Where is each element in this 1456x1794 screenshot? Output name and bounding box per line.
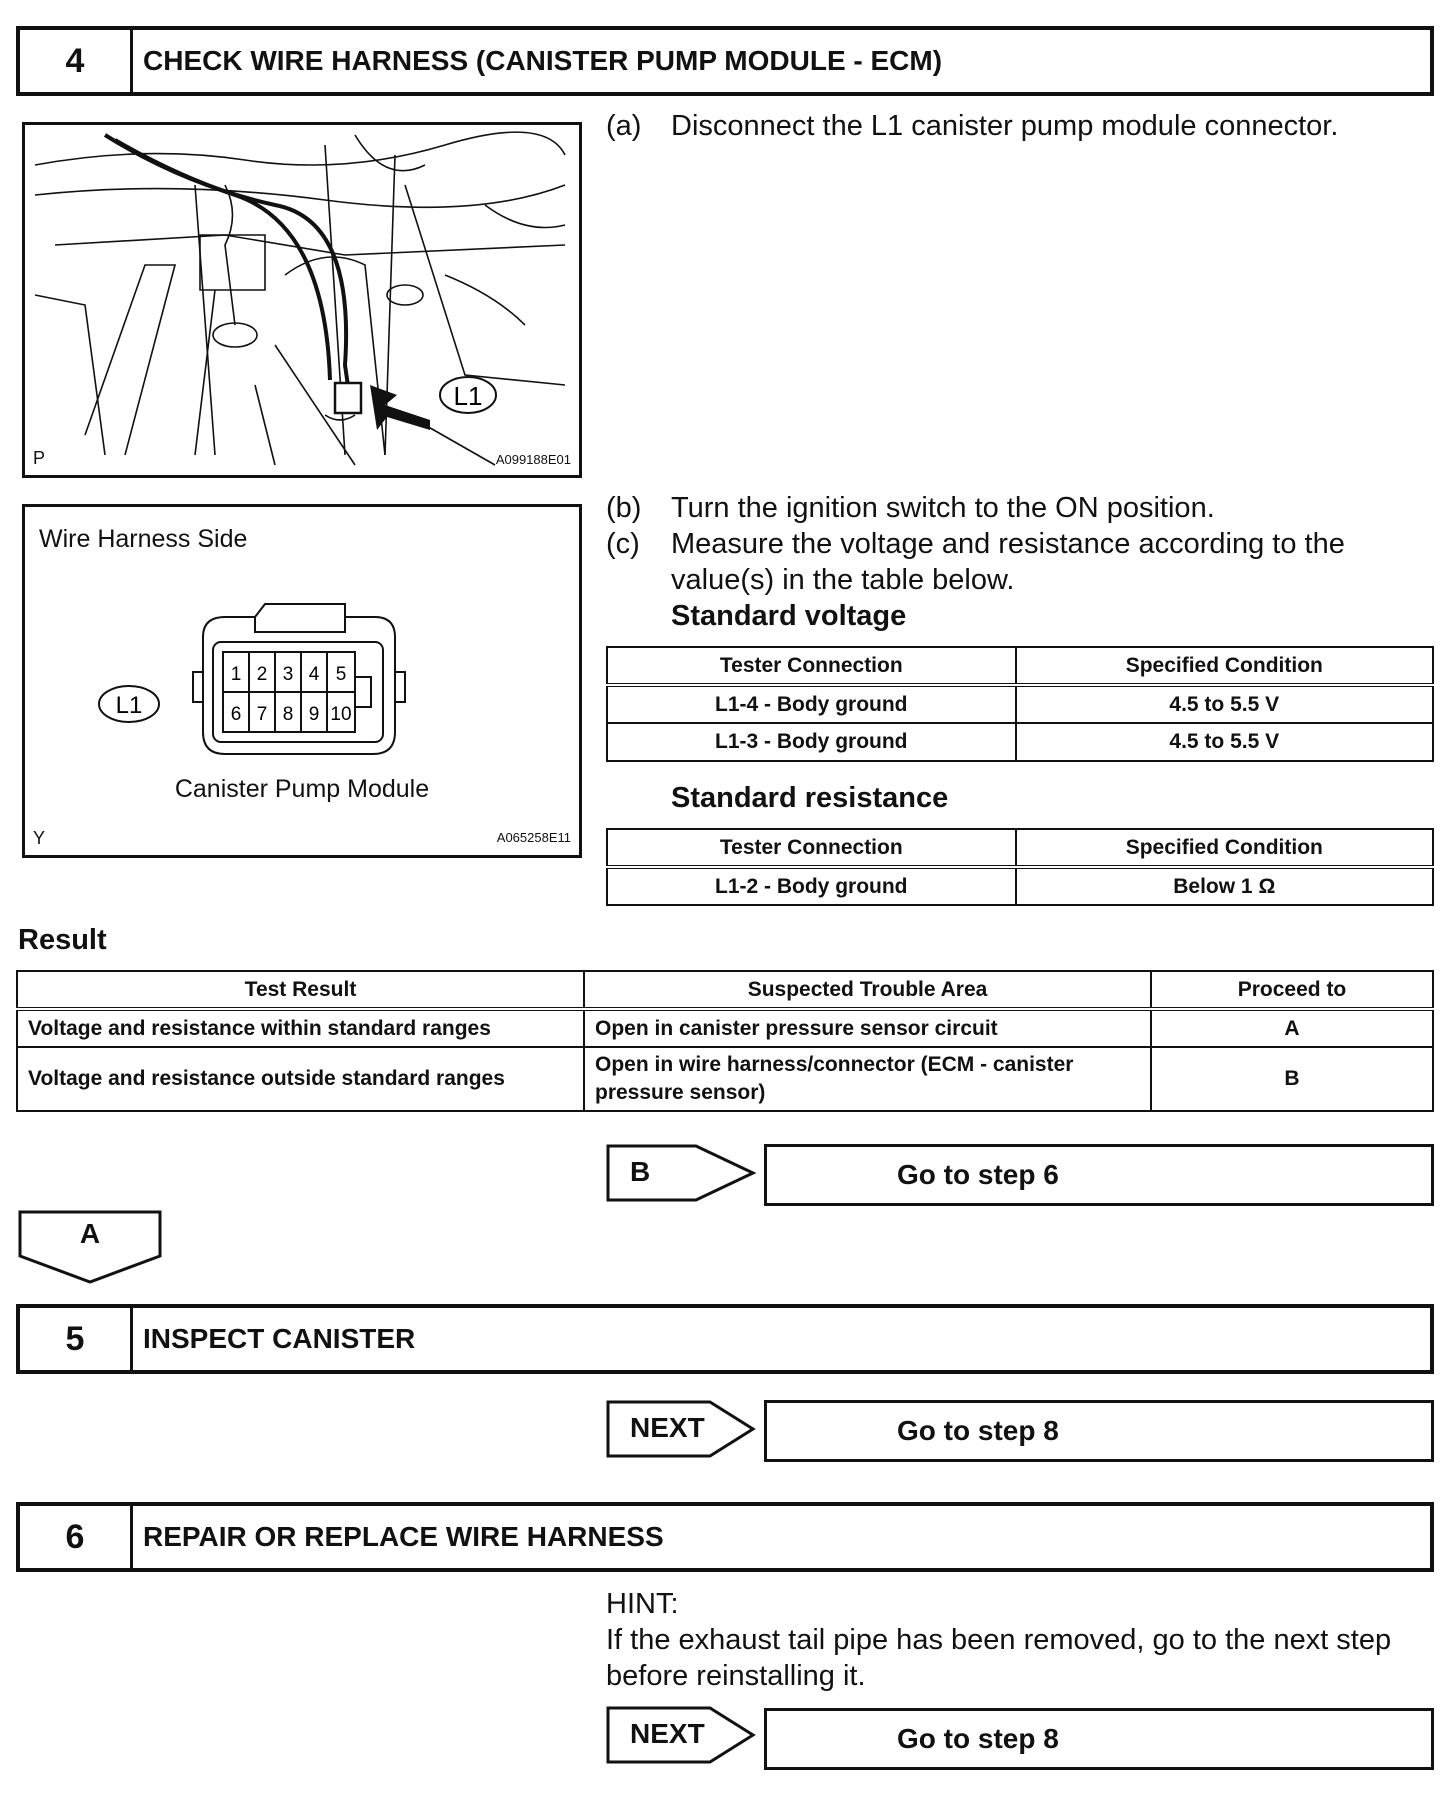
hint-label: HINT: (606, 1588, 679, 1620)
branch-b-tag[interactable] (606, 1144, 756, 1202)
go-to-step-6-label: Go to step 6 (897, 1159, 1059, 1190)
pin-5: 5 (335, 664, 347, 685)
pin-4: 4 (308, 664, 320, 685)
step-a-text: Disconnect the L1 canister pump module connector. (671, 110, 1339, 142)
step-number: 4 (20, 30, 133, 92)
hint-text: If the exhaust tail pipe has been removed, go to the next step (606, 1624, 1392, 1656)
hint-text-cont: before reinstalling it. (606, 1660, 866, 1692)
connector-location-illustration (22, 122, 582, 478)
standard-voltage-heading: Standard voltage (671, 600, 907, 632)
step-title: REPAIR OR REPLACE WIRE HARNESS (143, 1521, 664, 1552)
step-c-text: Measure the voltage and resistance according to the (671, 528, 1345, 560)
step-a-letter: (a) (606, 110, 642, 142)
table-cell: Below 1 Ω (1016, 867, 1433, 905)
table-cell: Voltage and resistance outside standard ranges (17, 1047, 584, 1111)
table-header: Specified Condition (1016, 647, 1433, 685)
figure-corner-mark: P (33, 448, 46, 468)
step-c-text-cont: value(s) in the table below. (671, 564, 1015, 596)
step-6-header (16, 1502, 1434, 1572)
branch-b-label: B (630, 1156, 651, 1187)
wire-harness-side-label: Wire Harness Side (39, 525, 248, 553)
arrow-icon (370, 385, 430, 430)
table-cell: 4.5 to 5.5 V (1016, 685, 1433, 723)
table-cell: L1-2 - Body ground (607, 867, 1016, 905)
table-cell: 4.5 to 5.5 V (1016, 723, 1433, 761)
result-table (16, 970, 1434, 1112)
figure-corner-mark: Y (33, 828, 46, 848)
step-5-header (16, 1304, 1434, 1374)
branch-arrow-shape (606, 1144, 756, 1202)
connector-outline (95, 592, 435, 772)
step-b-letter: (b) (606, 492, 642, 524)
result-heading: Result (18, 924, 107, 956)
l1-callout: L1 (453, 381, 483, 411)
table-header: Proceed to (1151, 971, 1433, 1009)
pin-3: 3 (282, 664, 294, 685)
step-b-text: Turn the ignition switch to the ON position. (671, 492, 1215, 524)
table-cell: Open in wire harness/connector (ECM - canister pressure sensor) (584, 1047, 1151, 1111)
table-row (17, 1047, 1433, 1111)
pin-8: 8 (282, 704, 294, 725)
go-to-step-8-label: Go to step 8 (897, 1723, 1059, 1754)
table-cell: Open in canister pressure sensor circuit (584, 1009, 1151, 1047)
step-title: CHECK WIRE HARNESS (CANISTER PUMP MODULE - ECM) (143, 45, 943, 76)
pin-7: 7 (256, 704, 268, 725)
step-title: INSPECT CANISTER (143, 1323, 416, 1354)
figure-code: A099188E01 (495, 452, 571, 467)
table-header: Test Result (17, 971, 584, 1009)
connector-l1-label: L1 (115, 692, 143, 719)
table-cell: L1-4 - Body ground (607, 685, 1016, 723)
next-label: NEXT (630, 1718, 705, 1749)
connector-face-diagram (22, 504, 582, 858)
pin-2: 2 (256, 664, 268, 685)
table-row (17, 1009, 1433, 1047)
engine-bay-drawing (25, 125, 579, 475)
table-header: Specified Condition (1016, 829, 1433, 867)
table-cell: A (1151, 1009, 1433, 1047)
next-tag[interactable] (606, 1706, 756, 1764)
step-number: 6 (20, 1506, 133, 1568)
table-cell: B (1151, 1047, 1433, 1111)
next-label: NEXT (630, 1412, 705, 1443)
step-c-letter: (c) (606, 528, 640, 560)
pin-6: 6 (230, 704, 242, 725)
go-to-step-8-label: Go to step 8 (897, 1415, 1059, 1446)
pin-9: 9 (308, 704, 320, 725)
go-to-step-6-box[interactable] (764, 1144, 1434, 1206)
table-header: Tester Connection (607, 829, 1016, 867)
figure-code: A065258E11 (496, 830, 571, 845)
standard-resistance-heading: Standard resistance (671, 782, 949, 814)
step-number: 5 (20, 1308, 133, 1370)
pin-1: 1 (230, 664, 242, 685)
branch-a-tag[interactable] (18, 1210, 162, 1284)
step-4-header (16, 26, 1434, 96)
branch-a-label: A (79, 1218, 101, 1249)
go-to-step-8-box[interactable] (764, 1400, 1434, 1462)
table-header: Suspected Trouble Area (584, 971, 1151, 1009)
pin-10: 10 (330, 704, 352, 725)
canister-pump-module-label: Canister Pump Module (174, 775, 430, 803)
next-tag[interactable] (606, 1400, 756, 1458)
go-to-step-8-box[interactable] (764, 1708, 1434, 1770)
voltage-table (606, 646, 1434, 762)
table-header: Tester Connection (607, 647, 1016, 685)
table-cell: Voltage and resistance within standard ranges (17, 1009, 584, 1047)
resistance-table (606, 828, 1434, 906)
table-cell: L1-3 - Body ground (607, 723, 1016, 761)
